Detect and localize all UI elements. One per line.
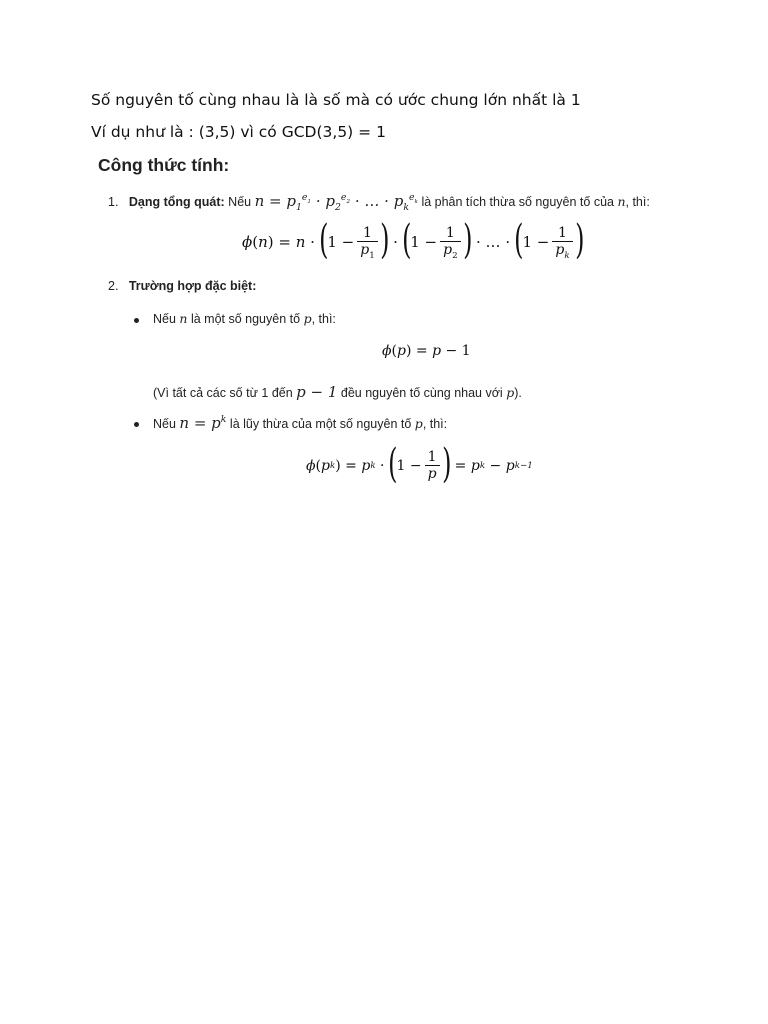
item-title: Dạng tổng quát: xyxy=(128,195,225,209)
inline-math: p − 1 xyxy=(296,383,338,401)
item-text: , thì: xyxy=(625,195,650,209)
formula-general: ϕ ( n ) = n · ( 1 − $\frac{1}{p_1}$ ) · ( 1 − $\frac{1}{p_2}$ ) · … · ( 1 − $\frac{1}{p_k}$ ) xyxy=(242,217,585,263)
bullet-text: là một số nguyên tố xyxy=(190,312,301,326)
bullet-item-2 xyxy=(153,414,447,432)
bullet-dot xyxy=(134,318,139,323)
bullet-note xyxy=(153,383,522,401)
formula-prime: ϕ ( p ) = p − 1 xyxy=(382,343,471,359)
bullet-text: Nếu xyxy=(153,312,176,326)
bullet-text: , thì: xyxy=(311,312,336,326)
intro-line-2: Ví dụ như là : (3,5) vì có GCD(3,5) = 1 xyxy=(91,123,386,141)
note-text: (Vì tất cả các số từ 1 đến xyxy=(153,386,293,400)
bullet-text: , thì: xyxy=(422,417,448,431)
inline-math: n xyxy=(179,311,188,326)
item-number: 2. xyxy=(108,279,119,293)
item-text: là phân tích thừa số nguyên tố của xyxy=(421,195,614,209)
note-text: ). xyxy=(514,386,522,400)
list-item-1 xyxy=(108,192,650,213)
bullet-dot xyxy=(134,422,139,427)
bullet-text: là lũy thừa của một số nguyên tố xyxy=(229,417,412,431)
inline-math: p xyxy=(414,416,423,431)
bullet-item-1 xyxy=(153,311,336,326)
formula-prime-power: ϕ ( p k ) = p k · ( 1 − $\frac{1}{p}$ ) = p k − p k−1 xyxy=(306,441,533,487)
inline-math: p xyxy=(506,385,515,400)
inline-math: $n = p^k$ xyxy=(179,414,227,432)
note-text: đều nguyên tố cùng nhau với xyxy=(340,386,503,400)
list-item-2 xyxy=(108,279,256,293)
item-number: 1. xyxy=(108,195,119,209)
bullet-text: Nếu xyxy=(153,417,176,431)
inline-math: $n = p_1^{e_1} \cdot p_2^{e_2}$ · … · $p_k^{e_k}$ xyxy=(254,192,418,213)
item-text: Nếu xyxy=(228,195,252,209)
inline-math: p xyxy=(303,311,312,326)
inline-math: n xyxy=(617,194,626,209)
item-title: Trường hợp đặc biệt: xyxy=(128,279,257,293)
section-heading: Công thức tính: xyxy=(98,155,230,175)
intro-line-1: Số nguyên tố cùng nhau là là số mà có ước chung lớn nhất là 1 xyxy=(91,91,581,109)
